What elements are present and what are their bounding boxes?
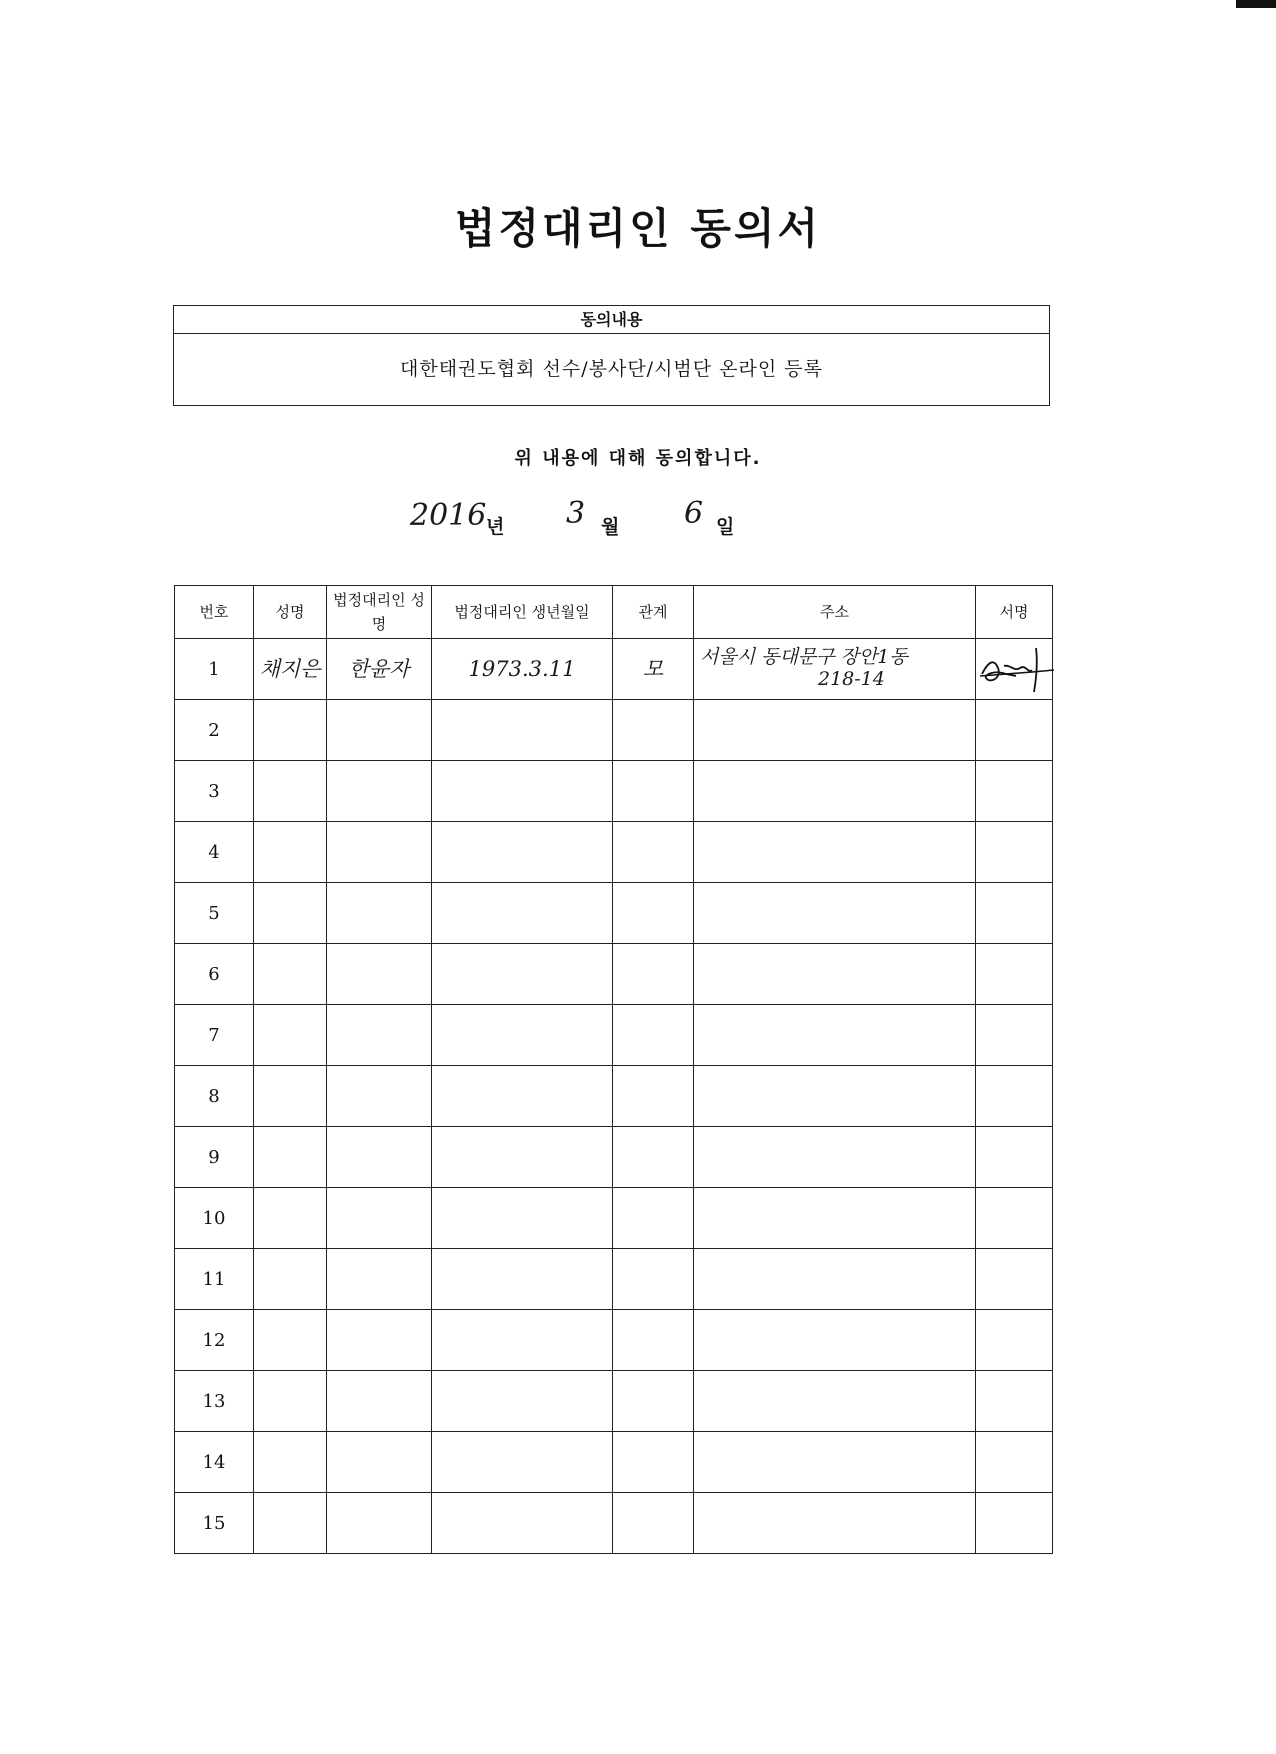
cell-no: 10 [175,1188,254,1249]
table-row [175,639,1053,700]
cell-guardian-name [327,822,432,883]
cell-guardian-name [327,1188,432,1249]
cell-guardian-birth [432,1310,613,1371]
cell-signature [976,700,1053,761]
cell-signature [976,944,1053,1005]
cell-name [254,1066,327,1127]
cell-relation [613,1005,694,1066]
date-year: 2016 [410,498,487,533]
date-year-unit: 년 [486,516,505,538]
date-day-unit: 일 [716,516,735,538]
cell-guardian-name [327,944,432,1005]
cell-signature [976,1432,1053,1493]
cell-address [694,822,976,883]
cell-guardian-birth [432,1066,613,1127]
cell-address [694,1432,976,1493]
cell-signature [976,822,1053,883]
cell-address [694,700,976,761]
cell-address [694,1371,976,1432]
cell-guardian-name [327,700,432,761]
cell-address [694,639,976,700]
cell-relation [613,1249,694,1310]
cell-guardian-birth [432,822,613,883]
scan-corner-mark [1236,0,1276,8]
cell-guardian-birth [432,1005,613,1066]
cell-relation [613,944,694,1005]
consent-header: 동의내용 [174,306,1049,334]
cell-no: 6 [175,944,254,1005]
cell-no: 15 [175,1493,254,1554]
cell-no: 1 [175,639,254,700]
cell-no: 4 [175,822,254,883]
cell-relation [613,1432,694,1493]
cell-no: 12 [175,1310,254,1371]
cell-relation [613,1310,694,1371]
table-row [175,1066,1053,1127]
date-month-unit: 월 [601,516,620,538]
cell-name [254,1127,327,1188]
table-row [175,1310,1053,1371]
cell-guardian-name [327,883,432,944]
cell-guardian-birth [432,700,613,761]
cell-address [694,761,976,822]
cell-guardian-birth [432,761,613,822]
cell-signature [976,1249,1053,1310]
cell-signature [976,1127,1053,1188]
agree-statement: 위 내용에 대해 동의합니다. [514,448,762,469]
cell-relation [613,761,694,822]
cell-guardian-name [327,1066,432,1127]
cell-address [694,883,976,944]
cell-guardian-birth [432,1249,613,1310]
cell-address [694,1310,976,1371]
cell-guardian-birth [432,1371,613,1432]
table-row [175,1127,1053,1188]
signature-mark [976,644,1056,694]
cell-no: 11 [175,1249,254,1310]
table-row [175,822,1053,883]
cell-name [254,1371,327,1432]
cell-address [694,1127,976,1188]
cell-guardian-name [327,1005,432,1066]
cell-signature [976,1188,1053,1249]
cell-name [254,944,327,1005]
table-row [175,761,1053,822]
cell-relation [613,1188,694,1249]
cell-guardian-birth: 1973.3.11 [432,639,613,700]
cell-relation [613,1493,694,1554]
table-row [175,1432,1053,1493]
cell-name [254,1005,327,1066]
cell-guardian-name [327,761,432,822]
cell-guardian-name [327,1127,432,1188]
cell-signature [976,1493,1053,1554]
cell-name [254,1310,327,1371]
cell-relation [613,1127,694,1188]
cell-guardian-name: 한윤자 [327,639,432,700]
header-address: 주소 [694,586,976,639]
table-row [175,1249,1053,1310]
table-header-row [175,586,1053,639]
date-line [0,496,1276,546]
consent-box [173,305,1050,406]
cell-relation [613,1371,694,1432]
cell-name [254,1493,327,1554]
header-name: 성명 [254,586,327,639]
cell-guardian-birth [432,944,613,1005]
consent-text: 대한태권도협회 선수/봉사단/시범단 온라인 등록 [399,358,823,380]
table-row [175,1188,1053,1249]
cell-address [694,1493,976,1554]
cell-guardian-name [327,1432,432,1493]
cell-name [254,883,327,944]
cell-name [254,1188,327,1249]
cell-guardian-name [327,1371,432,1432]
cell-address [694,1005,976,1066]
cell-relation [613,1066,694,1127]
cell-guardian-birth [432,1493,613,1554]
address-line-1: 서울시 동대문구 장안1동 [700,646,908,669]
header-no: 번호 [175,586,254,639]
registration-table [174,585,1053,1554]
cell-name [254,1249,327,1310]
cell-no: 5 [175,883,254,944]
table-row [175,1493,1053,1554]
date-day: 6 [684,496,704,531]
cell-signature [976,639,1053,700]
cell-signature [976,883,1053,944]
cell-address [694,1249,976,1310]
table-row [175,883,1053,944]
table-row [175,944,1053,1005]
cell-no: 8 [175,1066,254,1127]
cell-signature [976,761,1053,822]
address-line-2: 218-14 [818,668,885,690]
cell-signature [976,1066,1053,1127]
cell-no: 3 [175,761,254,822]
cell-signature [976,1371,1053,1432]
cell-no: 13 [175,1371,254,1432]
cell-guardian-birth [432,1127,613,1188]
header-relation: 관계 [613,586,694,639]
cell-guardian-birth [432,1188,613,1249]
cell-relation [613,822,694,883]
cell-guardian-name [327,1493,432,1554]
cell-no: 14 [175,1432,254,1493]
cell-guardian-name [327,1249,432,1310]
cell-address [694,1066,976,1127]
cell-no: 2 [175,700,254,761]
cell-signature [976,1310,1053,1371]
header-signature: 서명 [976,586,1053,639]
cell-guardian-name [327,1310,432,1371]
cell-no: 9 [175,1127,254,1188]
cell-guardian-birth [432,883,613,944]
cell-no: 7 [175,1005,254,1066]
header-guardian-name: 법정대리인 성명 [327,586,432,639]
cell-relation [613,883,694,944]
cell-name: 채지은 [254,639,327,700]
header-guardian-birth: 법정대리인 생년월일 [432,586,613,639]
cell-name [254,822,327,883]
table-row [175,1005,1053,1066]
table-row [175,1371,1053,1432]
table-row [175,700,1053,761]
cell-relation [613,700,694,761]
cell-name [254,700,327,761]
cell-signature [976,1005,1053,1066]
cell-guardian-birth [432,1432,613,1493]
cell-address [694,1188,976,1249]
date-month: 3 [566,496,586,531]
cell-relation: 모 [613,639,694,700]
cell-name [254,761,327,822]
document-title: 법정대리인 동의서 [454,204,822,253]
cell-address [694,944,976,1005]
cell-name [254,1432,327,1493]
